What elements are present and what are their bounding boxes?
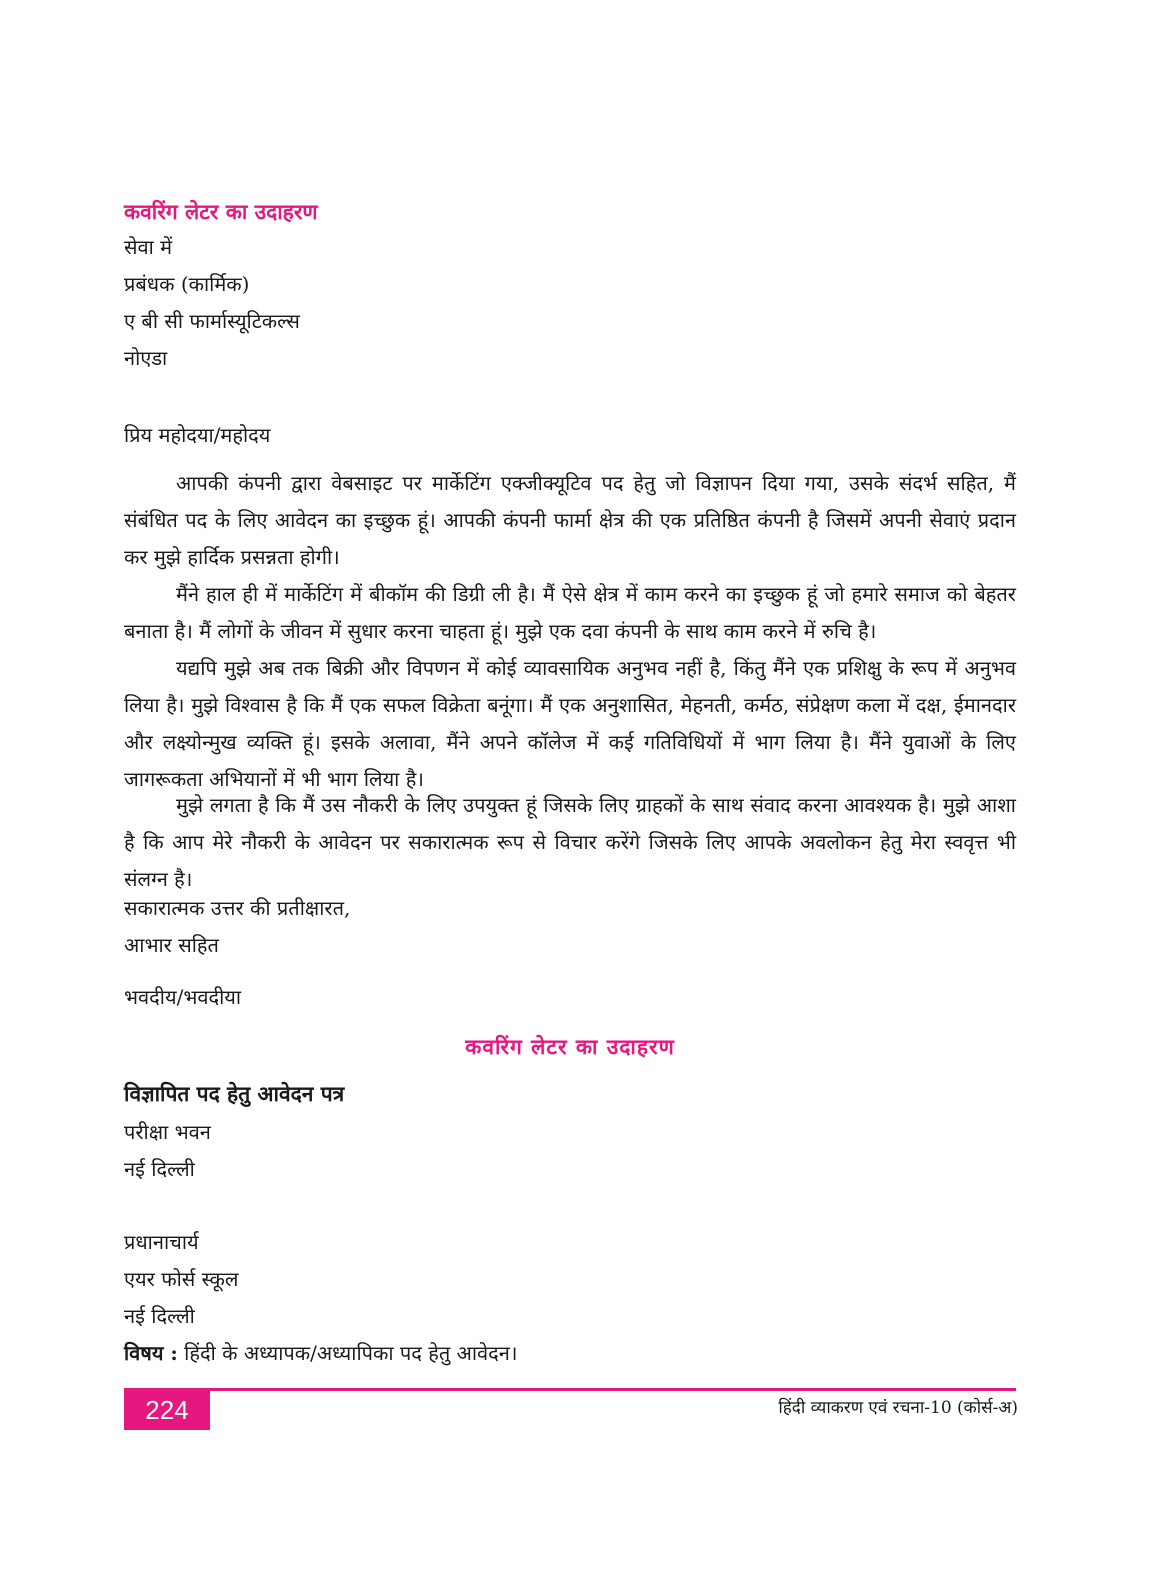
letter-paragraph: मुझे लगता है कि मैं उस नौकरी के लिए उपयुक्त हूं जिसके लिए ग्राहकों के साथ संवाद करना आवश्यक है। मुझे आशा है कि आप मेरे नौकरी के आवेदन पर सकारात्मक रूप से विचार करेंगे जिसके लिए आपके अवलोकन हेतु मेरा स्ववृत्त भी संलग्न है।: [124, 793, 1016, 891]
recipient-address-line: नई दिल्ली: [124, 1304, 195, 1328]
letter-paragraph: आपकी कंपनी द्वारा वेबसाइट पर मार्केटिंग एक्जीक्यूटिव पद हेतु जो विज्ञापन दिया गया, उसके संदर्भ सहित, मैं संबंधित पद के लिए आवेदन का इच्छुक हूं। आपकी कंपनी फार्मा क्षेत्र की एक प्रतिष्ठित कंपनी है जिसमें अपनी सेवाएं प्रदान कर मुझे हार्दिक प्रसन्नता होगी।: [124, 471, 1016, 569]
recipient-address-line: प्रधानाचार्य: [124, 1230, 199, 1254]
address-line: प्रबंधक (कार्मिक): [124, 272, 250, 296]
recipient-address-line: एयर फोर्स स्कूल: [124, 1267, 239, 1291]
footer-rule: [124, 1388, 1016, 1391]
book-title: हिंदी व्याकरण एवं रचना-10 (कोर्स-अ): [778, 1398, 1018, 1418]
section-heading-centered: कवरिंग लेटर का उदाहरण: [465, 1034, 675, 1059]
subject-line: [124, 1338, 517, 1368]
section-heading: कवरिंग लेटर का उदाहरण: [124, 199, 318, 224]
address-line: सेवा में: [124, 235, 173, 259]
sender-address-line: नई दिल्ली: [124, 1157, 195, 1181]
closing-line: सकारात्मक उत्तर की प्रतीक्षारत,: [124, 896, 351, 920]
salutation: प्रिय महोदया/महोदय: [124, 423, 271, 447]
subject-text: हिंदी के अध्यापक/अध्यापिका पद हेतु आवेदन।: [177, 1341, 518, 1365]
letter-paragraph: मैंने हाल ही में मार्केटिंग में बीकॉम की डिग्री ली है। मैं ऐसे क्षेत्र में काम करने का इच्छुक हूं जो हमारे समाज को बेहतर बनाता है। मैं लोगों के जीवन में सुधार करना चाहता हूं। मुझे एक दवा कंपनी के साथ काम करने में रुचि है।: [124, 582, 1016, 643]
address-line: ए बी सी फार्मास्यूटिकल्स: [124, 309, 300, 333]
letter-title: विज्ञापित पद हेतु आवेदन पत्र: [124, 1081, 345, 1106]
sender-address-line: परीक्षा भवन: [124, 1120, 211, 1144]
page-number: 224: [124, 1390, 210, 1430]
subject-label: विषय :: [124, 1341, 178, 1365]
letter-paragraph: यद्यपि मुझे अब तक बिक्री और विपणन में कोई व्यावसायिक अनुभव नहीं है, किंतु मैंने एक प्रशिक्षु के रूप में अनुभव लिया है। मुझे विश्वास है कि मैं एक सफल विक्रेता बनूंगा। मैं एक अनुशासित, मेहनती, कर्मठ, संप्रेक्षण कला में दक्ष, ईमानदार और लक्ष्योन्मुख व्यक्ति हूं। इसके अलावा, मैंने अपने कॉलेज में कई गतिविधियों में भाग लिया है। मैंने युवाओं के लिए जागरूकता अभियानों में भी भाग लिया है।: [124, 656, 1016, 791]
signoff: भवदीय/भवदीया: [124, 985, 242, 1009]
address-line: नोएडा: [124, 346, 168, 370]
closing-line: आभार सहित: [124, 933, 219, 957]
